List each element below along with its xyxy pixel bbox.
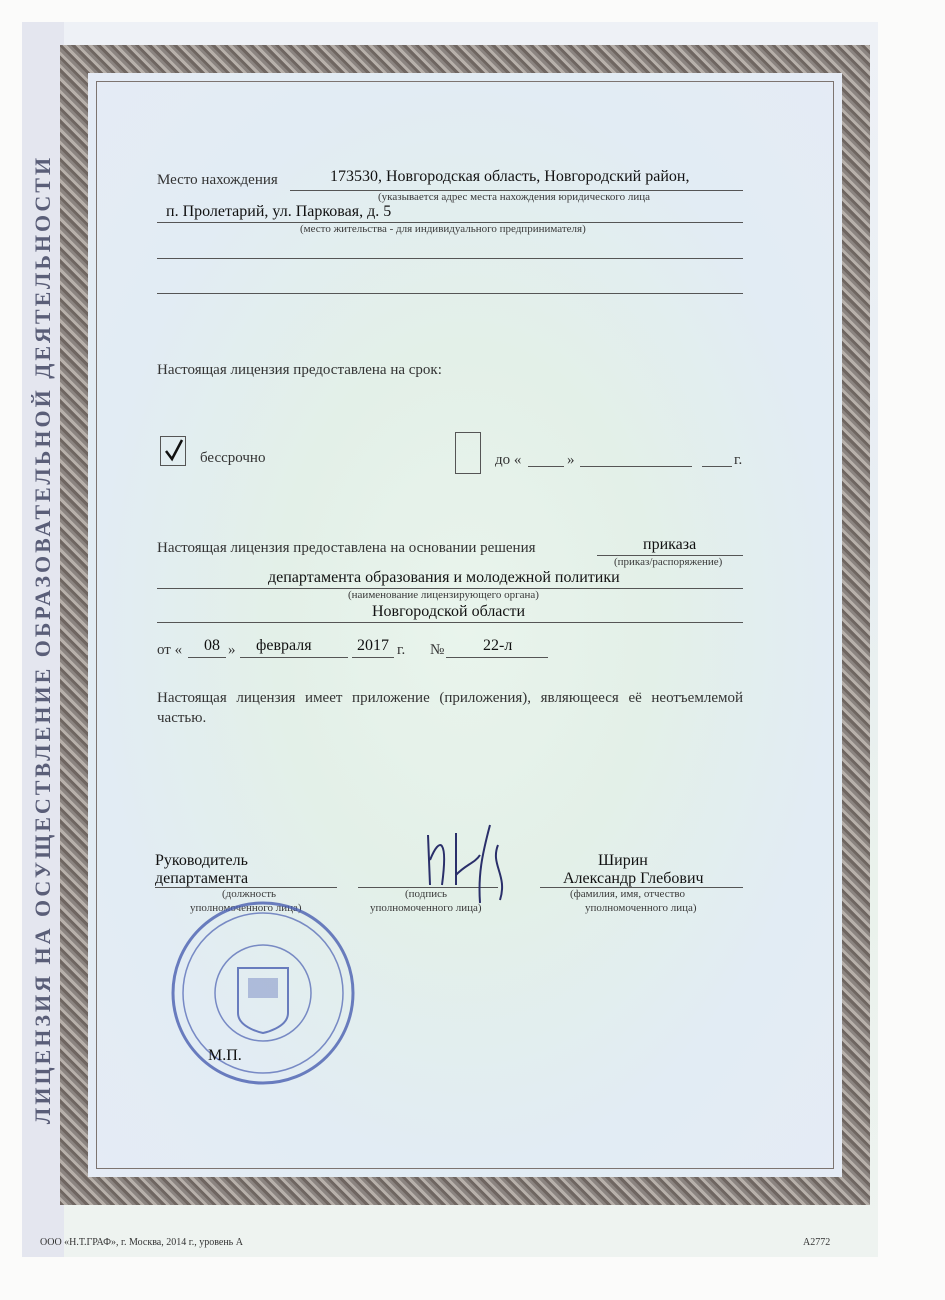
signer-given-names: Александр Глебович [563, 870, 704, 887]
sign-hint-1: (подпись [405, 888, 448, 900]
side-title: ЛИЦЕНЗИЯ НА ОСУЩЕСТВЛЕНИЕ ОБРАЗОВАТЕЛЬНОЙ ДЕЯТЕЛЬНОСТИ [30, 154, 55, 1125]
official-seal [168, 898, 358, 1088]
location-line-2: п. Пролетарий, ул. Парковая, д. 5 [166, 203, 392, 220]
decision-month: февраля [256, 637, 312, 654]
position-line-1: Руководитель [155, 852, 248, 869]
day-line [188, 657, 226, 658]
decision-year: 2017 [357, 637, 389, 654]
until-day-line [528, 466, 564, 467]
year-line [352, 657, 394, 658]
year-suffix: г. [397, 642, 406, 658]
doc-type: приказа [643, 536, 697, 553]
until-quote-close: » [567, 452, 575, 468]
location-label: Место нахождения [157, 172, 278, 188]
position-hint-1: (должность [222, 888, 277, 900]
sign-hint-2: уполномоченного лица) [370, 902, 482, 914]
decision-number: 22-л [483, 637, 513, 654]
name-hint-2: уполномоченного лица) [585, 902, 697, 914]
appendix-text: Настоящая лицензия имеет приложение (приложения), являющееся её неотъемлемой частью. [157, 690, 743, 726]
day-quote-close: » [228, 642, 236, 658]
from-label: от « [157, 642, 183, 658]
indefinite-label: бессрочно [200, 450, 266, 466]
location-line-1: 173530, Новгородская область, Новгородский район, [330, 168, 690, 185]
authority-text-2: Новгородской области [372, 603, 526, 620]
month-line [240, 657, 348, 658]
indefinite-checkbox [160, 436, 186, 466]
decision-day: 08 [204, 637, 220, 654]
until-year-line [702, 466, 732, 467]
name-hint-1: (фамилия, имя, отчество [570, 888, 686, 900]
term-label: Настоящая лицензия предоставлена на срок: [157, 362, 442, 378]
number-label: № [430, 642, 445, 658]
location-underline-4 [157, 293, 743, 294]
location-hint-2: (место жительства - для индивидуального предпринимателя) [300, 223, 586, 235]
position-hint-2: уполномоченного лица) [190, 902, 302, 914]
doc-type-hint: (приказ/распоряжение) [614, 556, 723, 568]
location-hint-1: (указывается адрес места нахождения юридического лица [378, 191, 651, 203]
until-month-line [580, 466, 692, 467]
authority-text-1: департамента образования и молодежной политики [268, 569, 620, 586]
basis-label: Настоящая лицензия предоставлена на основании решения [157, 540, 536, 556]
check-mark-icon [161, 437, 187, 467]
authority-line-2 [157, 622, 743, 623]
authority-hint: (наименование лицензирующего органа) [348, 589, 539, 601]
until-label: до « [495, 452, 522, 468]
until-year-suffix: г. [734, 452, 743, 468]
stamp-label: М.П. [208, 1047, 242, 1064]
location-underline-3 [157, 258, 743, 259]
position-line-2: департамента [155, 870, 249, 887]
signer-surname: Ширин [598, 852, 648, 869]
form-series: А2772 [803, 1237, 831, 1248]
number-line [446, 657, 548, 658]
printer-info: ООО «Н.Т.ГРАФ», г. Москва, 2014 г., уровень А [40, 1237, 243, 1248]
until-checkbox [455, 432, 481, 474]
